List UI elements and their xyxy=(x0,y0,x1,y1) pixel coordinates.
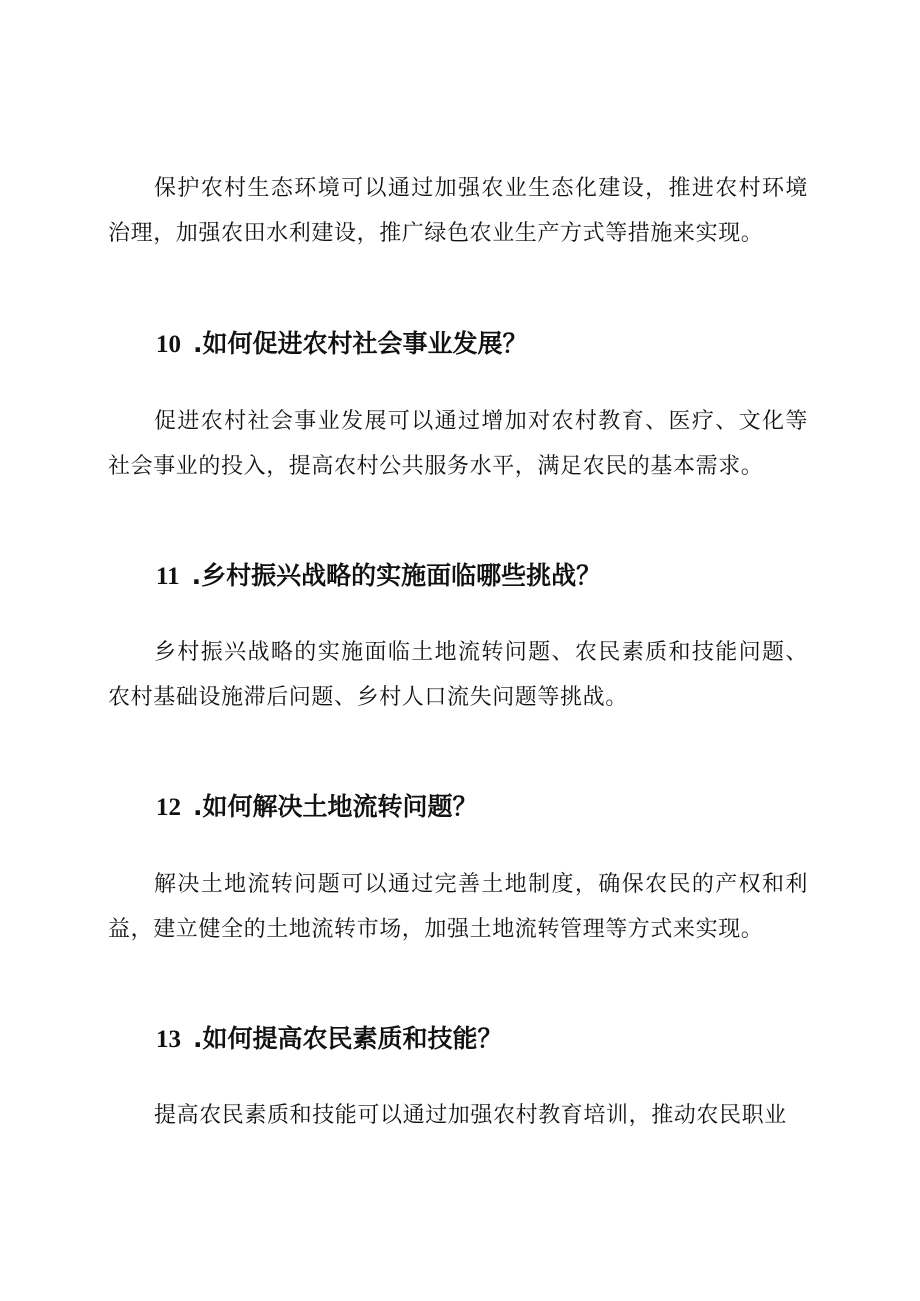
heading-number: 11 xyxy=(156,563,180,590)
heading-number: 12 xyxy=(156,794,181,821)
heading-number: 10 xyxy=(156,331,181,358)
paragraph-11: 乡村振兴战略的实施面临土地流转问题、农民素质和技能问题、农村基础设施滞后问题、乡村人口流失问题等挑战。 xyxy=(108,640,808,710)
paragraph-ecology: 保护农村生态环境可以通过加强农业生态化建设，推进农村环境治理，加强农田水利建设，推广绿色农业生产方式等措施来实现。 xyxy=(108,176,808,246)
paragraph-13: 提高农民素质和技能可以通过加强农村教育培训，推动农民职业 xyxy=(154,1103,787,1128)
heading-11 xyxy=(156,558,816,595)
heading-title: .乡村振兴战略的实施面临哪些挑战？ xyxy=(191,561,602,590)
heading-12 xyxy=(156,789,816,826)
heading-title: .如何解决土地流转问题？ xyxy=(193,792,478,821)
heading-13 xyxy=(156,1021,816,1058)
heading-title: .如何促进农村社会事业发展？ xyxy=(193,329,528,358)
heading-title: .如何提高农民素质和技能？ xyxy=(193,1024,503,1053)
heading-number: 13 xyxy=(156,1026,181,1053)
paragraph-12: 解决土地流转问题可以通过完善土地制度，确保农民的产权和利益，建立健全的土地流转市场，加强土地流转管理等方式来实现。 xyxy=(108,872,808,942)
paragraph-10: 促进农村社会事业发展可以通过增加对农村教育、医疗、文化等社会事业的投入，提高农村公共服务水平，满足农民的基本需求。 xyxy=(108,409,808,479)
heading-10 xyxy=(156,326,816,363)
